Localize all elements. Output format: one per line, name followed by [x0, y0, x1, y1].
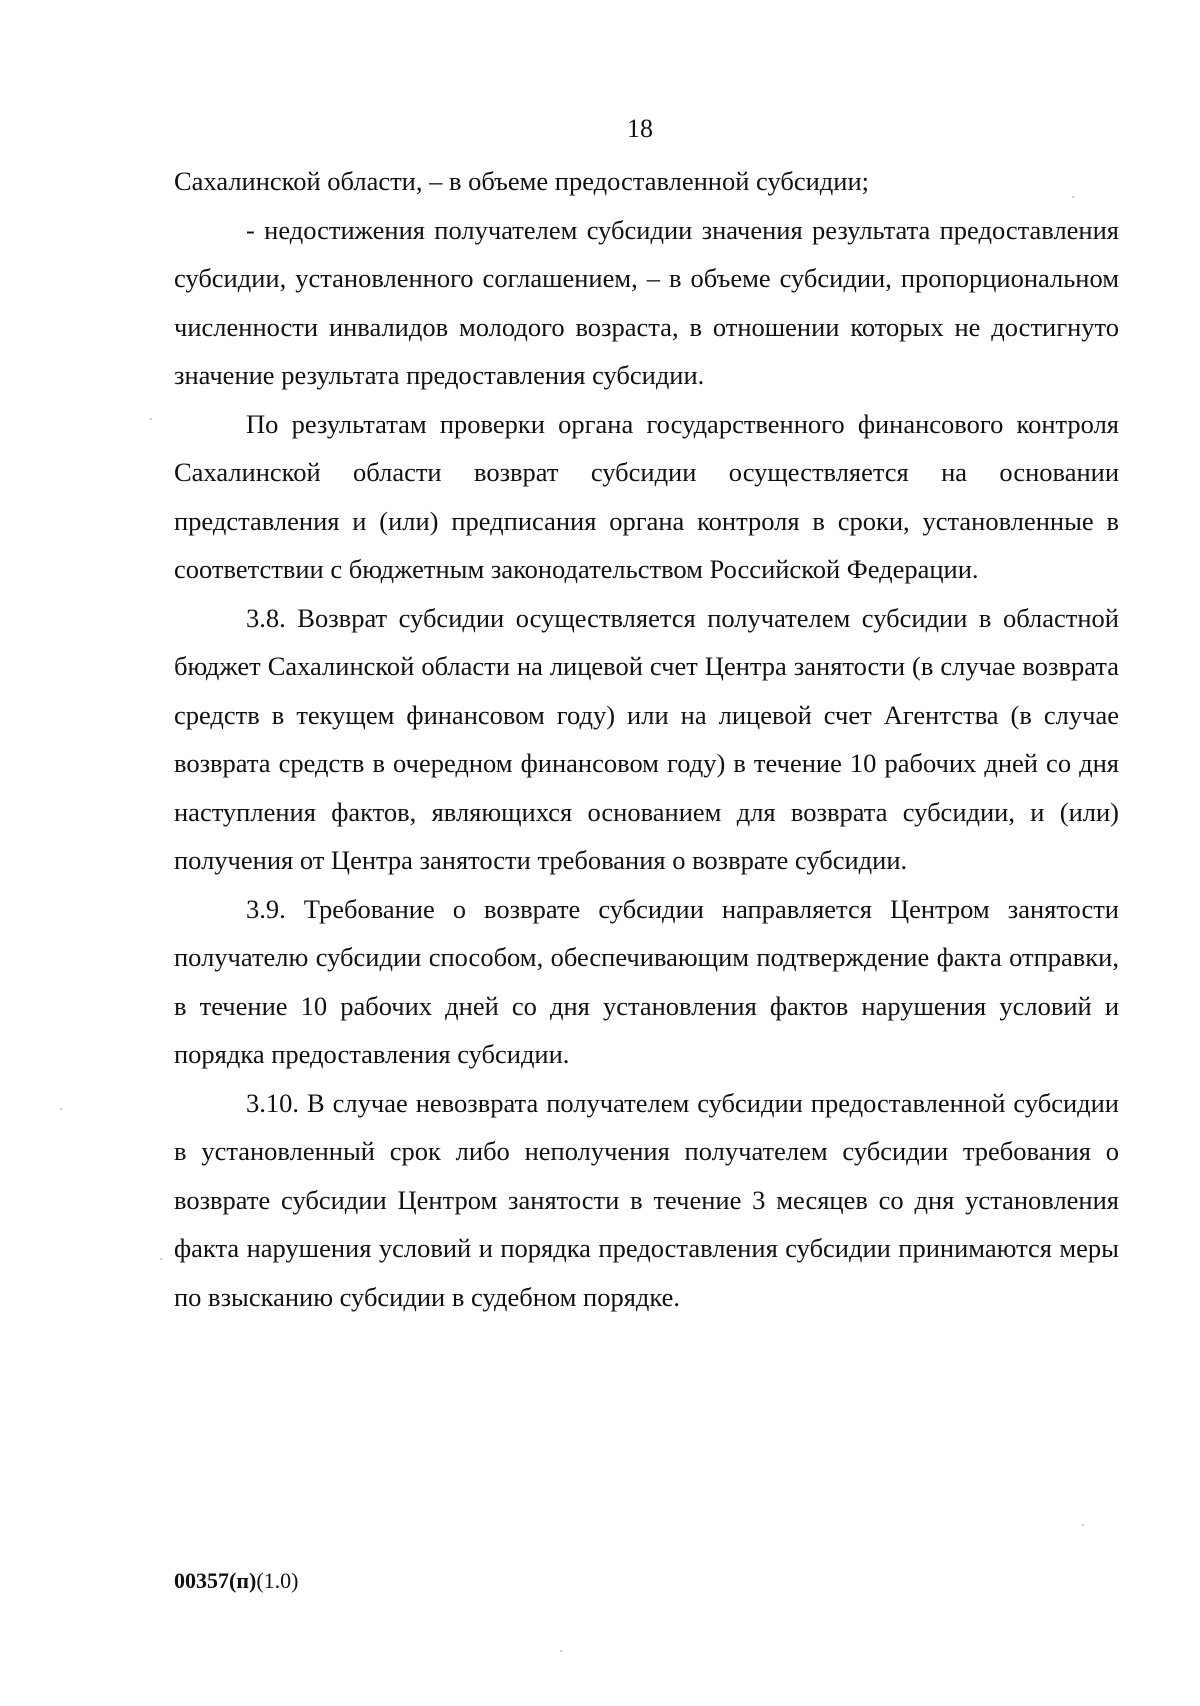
paragraph-3-9: 3.9. Требование о возврате субсидии направляется Центром занятости получателю субсидии способом, обеспечивающим подтверждение факта отправки, в течение 10 рабочих дней со дня установления фактов нарушения условий и порядка предоставления субсидии.	[174, 893, 1119, 1069]
page-number: 18	[627, 114, 653, 143]
scan-speck	[160, 1258, 162, 1260]
document-code-number: 00357(п)	[174, 1568, 257, 1593]
paragraph-continuation: Сахалинской области, – в объеме предоставленной субсидии;	[174, 166, 869, 196]
document-body	[174, 157, 1119, 1321]
paragraph-control-results: По результатам проверки органа государственного финансового контроля Сахалинской области возврат субсидии осуществляется на основании представления и (или) предписания органа контроля в сроки, установленные в соответствии с бюджетным законодательством Российской Федерации.	[174, 408, 1119, 584]
scan-speck	[1082, 1524, 1084, 1526]
scan-speck	[150, 418, 152, 420]
paragraph-non-achievement: - недостижения получателем субсидии значения результата предоставления субсидии, установленного соглашением, – в объеме субсидии, пропорциональном численности инвалидов молодого возраста, в отношении которых не достигнуто значение результата предоставления субсидии.	[174, 214, 1119, 390]
scan-speck	[1072, 196, 1074, 198]
document-code-version: (1.0)	[256, 1568, 299, 1593]
scan-speck	[560, 1650, 562, 1652]
scan-speck	[60, 1108, 62, 1110]
paragraph-3-8: 3.8. Возврат субсидии осуществляется получателем субсидии в областной бюджет Сахалинской области на лицевой счет Центра занятости (в случае возврата средств в текущем финансовом году) или на лицевой счет Агентства (в случае возврата средств в очередном финансовом году) в течение 10 рабочих дней со дня наступления фактов, являющихся основанием для возврата субсидии, и (или) получения от Центра занятости требования о возврате субсидии.	[174, 602, 1119, 875]
paragraph-3-10: 3.10. В случае невозврата получателем субсидии предоставленной субсидии в установленный срок либо неполучения получателем субсидии требования о возврате субсидии Центром занятости в течение 3 месяцев со дня установления факта нарушения условий и порядка предоставления субсидии принимаются меры по взысканию субсидии в судебном порядке.	[174, 1087, 1119, 1312]
document-code	[174, 1568, 298, 1594]
